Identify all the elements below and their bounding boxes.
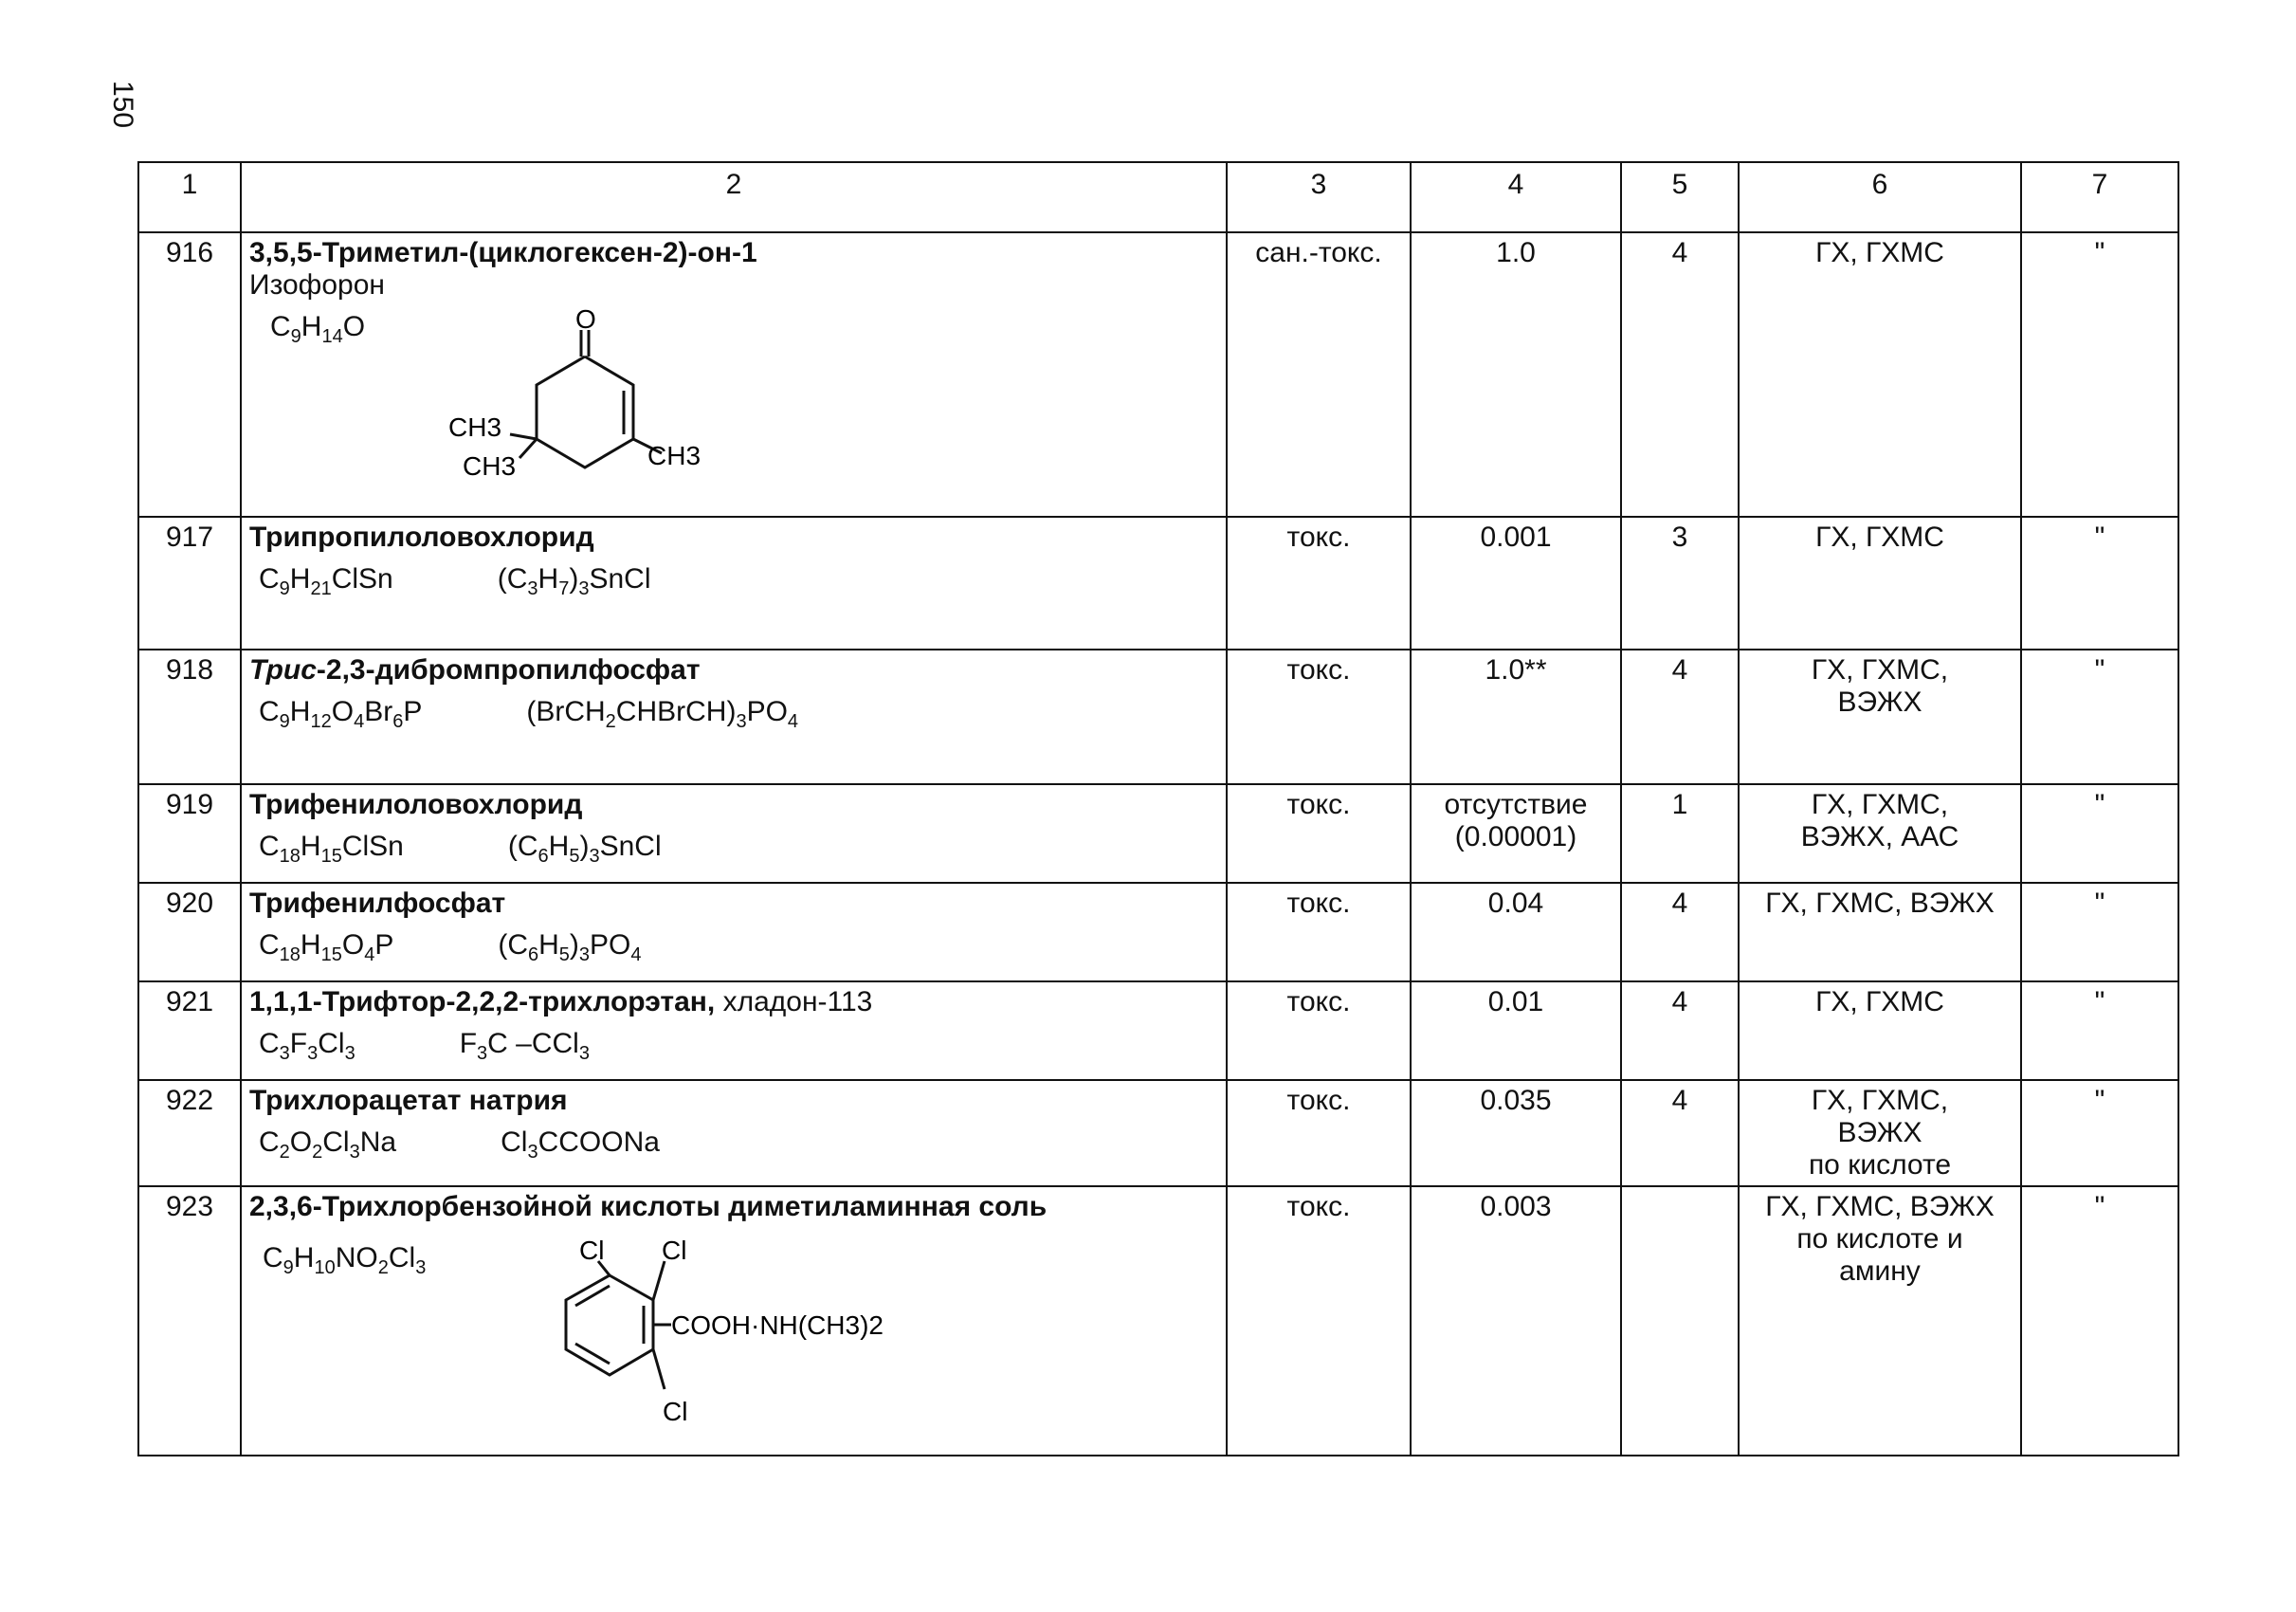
acid-amine-group: COOH·NH(CH3)2 xyxy=(671,1310,884,1340)
row-number: 921 xyxy=(138,981,241,1080)
row-number: 916 xyxy=(138,232,241,517)
value-cell: 0.003 xyxy=(1411,1186,1621,1456)
method-line: ГХ, ГХМС, xyxy=(1811,789,1949,820)
gross-formula: $C_{18}H_{15}ClSn$ xyxy=(259,831,404,867)
method-line: по кислоте и xyxy=(1796,1223,1963,1255)
name-rest: -2,3-дибромпропилфосфат xyxy=(316,654,701,686)
gross-formula: $C_{18}H_{15}O_4P$ xyxy=(259,929,394,965)
substance-cell xyxy=(241,232,1227,517)
table-row xyxy=(138,981,2178,1080)
class-cell: 4 xyxy=(1621,650,1739,784)
methyl-label: CH3 xyxy=(448,412,502,442)
substance-synonym: хладон-113 xyxy=(722,986,873,1017)
gross-formula: $C_3F_3Cl_3$ xyxy=(259,1028,355,1064)
value-cell: 1.0 xyxy=(1411,232,1621,517)
method-line: по кислоте xyxy=(1808,1149,1952,1181)
value-line: отсутствие xyxy=(1444,789,1588,820)
structural-formula: $(C_6H_5)_3SnCl$ xyxy=(507,831,662,867)
oxygen-label: O xyxy=(575,304,596,334)
substance-cell xyxy=(241,650,1227,784)
value-cell: 0.04 xyxy=(1411,883,1621,981)
row-number: 917 xyxy=(138,517,241,650)
note-cell: " xyxy=(2021,1080,2178,1186)
method-line: ВЭЖХ xyxy=(1837,1117,1922,1148)
formula-line xyxy=(249,1127,1218,1163)
hazard-cell: токс. xyxy=(1227,517,1411,650)
substance-cell xyxy=(241,1080,1227,1186)
note-cell: " xyxy=(2021,232,2178,517)
formula-line xyxy=(249,696,1218,733)
value-cell: 0.001 xyxy=(1411,517,1621,650)
substance-name: 2,3,6-Трихлорбензойной кислоты диметиламинная соль xyxy=(249,1191,1048,1222)
chlorine-label: Cl xyxy=(579,1236,605,1265)
hazard-cell: токс. xyxy=(1227,650,1411,784)
substances-table xyxy=(137,161,2179,1456)
class-cell: 4 xyxy=(1621,232,1739,517)
bond xyxy=(510,434,537,439)
method-line: ГХ, ГХМС, xyxy=(1811,1085,1949,1116)
structural-formula: $(C_3H_7)_3SnCl$ xyxy=(497,563,651,599)
substance-name: Трифенилфосфат xyxy=(249,888,506,919)
value-cell: 0.035 xyxy=(1411,1080,1621,1186)
value-cell: 0.01 xyxy=(1411,981,1621,1080)
value-line: (0.00001) xyxy=(1454,821,1577,852)
substance-cell xyxy=(241,517,1227,650)
table-row xyxy=(138,650,2178,784)
bond xyxy=(519,439,537,458)
structural-formula: $(BrCH_2CHBrCH)_3PO_4$ xyxy=(526,696,799,732)
name-prefix: Трис xyxy=(249,654,317,686)
table-row xyxy=(138,784,2178,883)
method-cell: ГХ, ГХМС xyxy=(1739,517,2021,650)
chlorine-label: Cl xyxy=(662,1236,687,1265)
formula-block xyxy=(249,302,1218,482)
hazard-cell: токс. xyxy=(1227,784,1411,883)
method-line: ГХ, ГХМС, xyxy=(1811,654,1949,686)
hazard-cell: токс. xyxy=(1227,1080,1411,1186)
bond xyxy=(575,1286,610,1306)
table-row xyxy=(138,883,2178,981)
gross-formula: $C_9H_{10}NO_2Cl_3$ xyxy=(263,1242,427,1278)
row-number: 923 xyxy=(138,1186,241,1456)
class-cell: 4 xyxy=(1621,1080,1739,1186)
substance-name xyxy=(249,654,1218,687)
name-bold: 1,1,1-Трифтор-2,2,2-трихлорэтан, xyxy=(249,986,716,1017)
method-line: амину xyxy=(1839,1255,1921,1287)
gross-formula: $C_9H_{12}O_4Br_6P$ xyxy=(259,696,423,732)
note-cell: " xyxy=(2021,650,2178,784)
bond xyxy=(653,1349,665,1389)
substance-cell xyxy=(241,883,1227,981)
methyl-label: CH3 xyxy=(463,451,517,481)
row-number: 919 xyxy=(138,784,241,883)
class-cell: 4 xyxy=(1621,883,1739,981)
formula-line xyxy=(249,563,1218,600)
note-cell: " xyxy=(2021,784,2178,883)
class-cell: 4 xyxy=(1621,981,1739,1080)
method-cell: ГХ, ГХМС xyxy=(1739,232,2021,517)
header-col-5: 5 xyxy=(1621,162,1739,232)
note-cell: " xyxy=(2021,517,2178,650)
table-row xyxy=(138,1186,2178,1456)
method-cell: ГХ, ГХМС, ВЭЖХ xyxy=(1739,883,2021,981)
ring xyxy=(537,357,633,467)
substance-name: Трифенилоловохлорид xyxy=(249,789,583,820)
substance-name: Трихлорацетат натрия xyxy=(249,1085,568,1116)
formula-line xyxy=(249,929,1218,966)
substance-cell xyxy=(241,1186,1227,1456)
row-number: 922 xyxy=(138,1080,241,1186)
method-cell xyxy=(1739,1186,2021,1456)
bond xyxy=(575,1344,610,1364)
header-col-6: 6 xyxy=(1739,162,2021,232)
value-cell: 1.0** xyxy=(1411,650,1621,784)
header-col-3: 3 xyxy=(1227,162,1411,232)
substance-synonym: Изофорон xyxy=(249,269,385,301)
gross-formula: $C_2O_2Cl_3Na$ xyxy=(259,1127,397,1163)
formula-line xyxy=(249,831,1218,868)
method-line: ВЭЖХ, ААС xyxy=(1800,821,1959,852)
note-cell: " xyxy=(2021,981,2178,1080)
header-col-4: 4 xyxy=(1411,162,1621,232)
gross-formula: $C_9H_{21}ClSn$ xyxy=(259,563,393,599)
substance-cell xyxy=(241,981,1227,1080)
row-number: 920 xyxy=(138,883,241,981)
method-cell: ГХ, ГХМС xyxy=(1739,981,2021,1080)
bond xyxy=(653,1261,665,1300)
hazard-cell: сан.-токс. xyxy=(1227,232,1411,517)
method-line: ГХ, ГХМС, ВЭЖХ xyxy=(1765,1191,1995,1222)
method-cell xyxy=(1739,1080,2021,1186)
method-line: ВЭЖХ xyxy=(1837,687,1922,718)
header-row xyxy=(138,162,2178,232)
benzene-ring xyxy=(566,1275,653,1375)
table-row xyxy=(138,232,2178,517)
value-cell xyxy=(1411,784,1621,883)
hazard-cell: токс. xyxy=(1227,883,1411,981)
hazard-cell: токс. xyxy=(1227,981,1411,1080)
class-cell: 3 xyxy=(1621,517,1739,650)
method-cell xyxy=(1739,650,2021,784)
page-number: 150 xyxy=(107,81,138,129)
class-cell: 1 xyxy=(1621,784,1739,883)
hazard-cell: токс. xyxy=(1227,1186,1411,1456)
structural-formula: $Cl_3CCOONa$ xyxy=(501,1127,660,1163)
structural-formula: $F_3C$ –CCl$_3$ xyxy=(459,1028,590,1064)
table-row xyxy=(138,517,2178,650)
chlorine-label: Cl xyxy=(663,1397,688,1426)
header-col-7: 7 xyxy=(2021,162,2178,232)
substance-name xyxy=(249,986,1218,1018)
note-cell: " xyxy=(2021,883,2178,981)
methyl-label: CH3 xyxy=(647,441,702,470)
formula-line xyxy=(249,1028,1218,1065)
substance-name: Трипропилоловохлорид xyxy=(249,522,594,553)
table-row xyxy=(138,1080,2178,1186)
row-number: 918 xyxy=(138,650,241,784)
method-cell xyxy=(1739,784,2021,883)
class-cell xyxy=(1621,1186,1739,1456)
formula-block xyxy=(249,1223,1218,1437)
structural-formula: $(C_6H_5)_3PO_4$ xyxy=(498,929,642,965)
trichlorobenzoate-structure xyxy=(477,1223,951,1437)
header-col-2: 2 xyxy=(241,162,1227,232)
gross-formula: $C_9H_{14}O$ xyxy=(270,311,366,347)
substance-cell xyxy=(241,784,1227,883)
substance-name: 3,5,5-Триметил-(циклогексен-2)-он-1 xyxy=(249,237,757,268)
note-cell: " xyxy=(2021,1186,2178,1456)
isophorone-structure xyxy=(420,302,742,482)
header-col-1: 1 xyxy=(138,162,241,232)
